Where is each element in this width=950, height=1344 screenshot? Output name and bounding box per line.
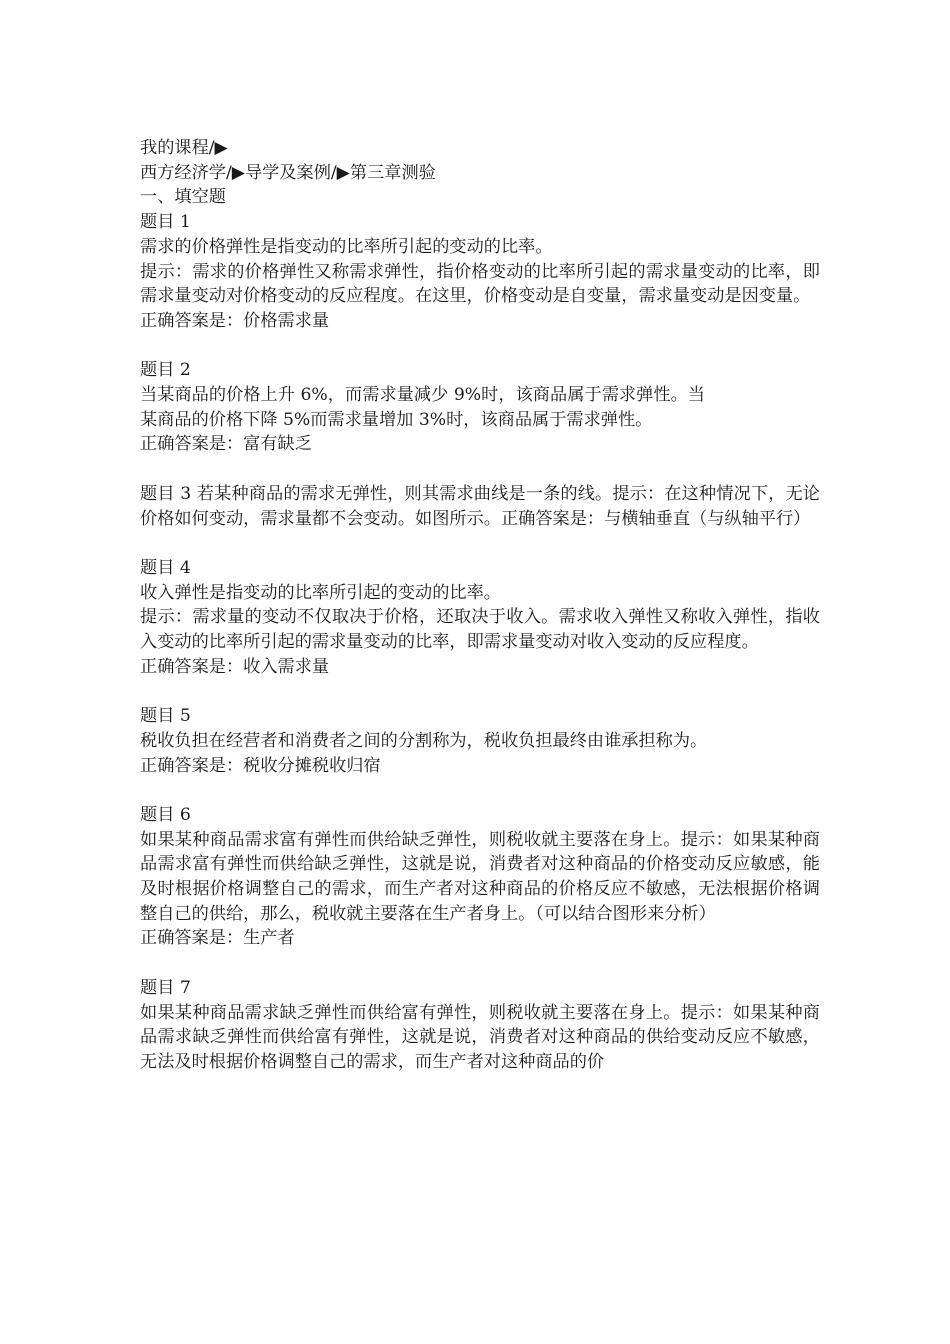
question-6-text: 如果某种商品需求富有弹性而供给缺乏弹性，则税收就主要落在身上。提示：如果某种商品需求富有弹性而供给缺乏弹性，这就是说，消费者对这种商品的价格变动反应敏感，能及时根据价格调整自己的需求，而生产者对这种商品的价格反应不敏感，无法根据价格调整自己的供给，那么，税收就主要落在生产者身上。（可以结合图形来分析） [140,829,820,924]
question-1-text: 需求的价格弹性是指变动的比率所引起的变动的比率。 [140,236,553,257]
question-6-answer: 正确答案是：生产者 [140,928,295,949]
question-4-hint: 提示：需求量的变动不仅取决于价格，还取决于收入。需求收入弹性又称收入弹性，指收入变动的比率所引起的需求量变动的比率，即需求量变动对收入变动的反应程度。 [140,607,820,653]
question-4-title: 题目 4 [140,557,191,578]
spacer [140,951,820,976]
question-5-answer: 正确答案是：税收分摊税收归宿 [140,755,381,776]
section-title: 一、填空题 [140,187,226,208]
spacer [140,531,820,556]
question-4-text: 收入弹性是指变动的比率所引起的变动的比率。 [140,582,501,603]
question-2-answer: 正确答案是：富有缺乏 [140,434,312,455]
question-1-hint: 提示：需求的价格弹性又称需求弹性，指价格变动的比率所引起的需求量变动的比率，即需求量变动对价格变动的反应程度。在这里，价格变动是自变量，需求量变动是因变量。 [140,261,820,307]
question-1-title: 题目 1 [140,212,191,233]
breadcrumb-line-2[interactable]: 西方经济学/▶导学及案例/▶第三章测验 [140,162,436,183]
question-3-text: 题目 3 若某种商品的需求无弹性，则其需求曲线是一条的线。提示：在这种情况下，无论价格如何变动，需求量都不会变动。如图所示。正确答案是：与横轴垂直（与纵轴平行） [140,483,820,529]
question-2-text: 当某商品的价格上升 6%，而需求量减少 9%时，该商品属于需求弹性。当某商品的价格下降 5%而需求量增加 3%时，该商品属于需求弹性。 [140,385,705,430]
spacer [140,334,820,359]
question-5-title: 题目 5 [140,706,191,727]
question-7-text: 如果某种商品需求缺乏弹性而供给富有弹性，则税收就主要落在身上。提示：如果某种商品需求缺乏弹性而供给富有弹性，这就是说，消费者对这种商品的供给变动反应不敏感，无法及时根据价格调整自己的需求，而生产者对这种商品的价 [140,1002,820,1072]
breadcrumb-line-1[interactable]: 我的课程/▶ [140,138,228,158]
question-5-text: 税收负担在经营者和消费者之间的分割称为，税收负担最终由谁承担称为。 [140,730,708,751]
question-4-answer: 正确答案是：收入需求量 [140,656,330,677]
question-7-title: 题目 7 [140,977,191,998]
question-6-title: 题目 6 [140,804,191,825]
question-1-answer: 正确答案是：价格需求量 [140,310,330,331]
question-2-title: 题目 2 [140,360,191,381]
document-body [140,136,820,1075]
spacer [140,457,820,482]
spacer [140,778,820,803]
spacer [140,679,820,704]
